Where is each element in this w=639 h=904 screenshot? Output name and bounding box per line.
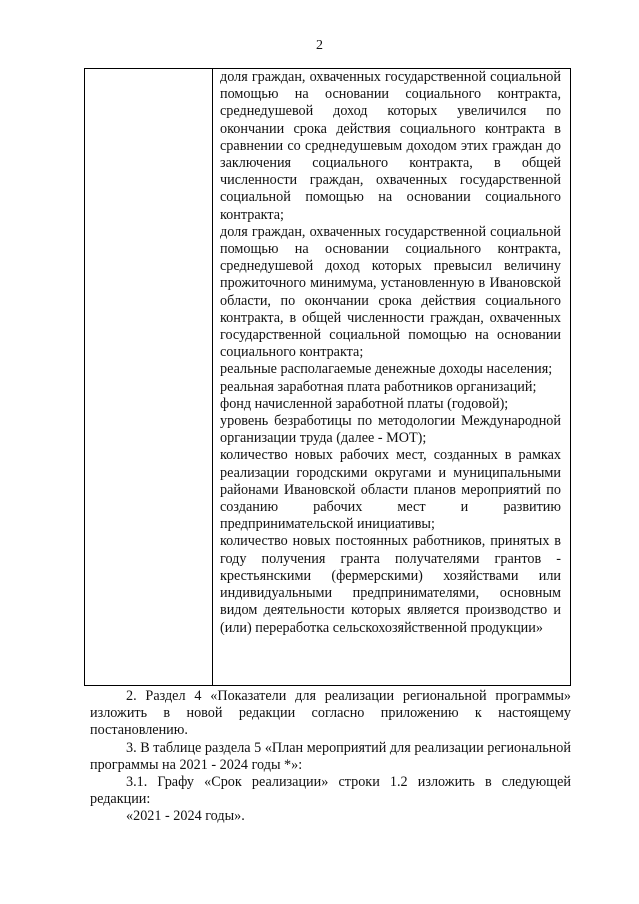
list-item: реальная заработная плата работников организаций; [220,378,537,395]
paragraph-period-quote: «2021 - 2024 годы». [126,808,245,825]
list-item: доля граждан, охваченных государственной социальной помощью на основании социального контракта, среднедушевой доход которых превысил величину прожиточного минимума, установленную в Ивановской области, по окончании срока действия социального контракта, в общей численности граждан, охваченных государственной социальной помощью на основании социального контракта; [220,223,561,361]
paragraph-3-1: 3.1. Графу «Срок реализации» строки 1.2 изложить в следующей редакции: [90,774,571,808]
list-item: количество новых постоянных работников, принятых в году получения гранта получателями грантов - крестьянскими (фермерскими) хозяйствами или индивидуальными предпринимателями, основным видом деятельности которых является производство и (или) переработка сельскохозяйственной продукции» [220,533,561,636]
document-body [90,688,571,826]
indicator-list-cell [220,69,561,637]
list-item: фонд начисленной заработной платы (годовой); [220,395,509,412]
list-item: уровень безработицы по методологии Международной организации труда (далее - МОТ); [220,413,561,447]
list-item: реальные располагаемые денежные доходы населения; [220,361,553,378]
paragraph-section-5: 3. В таблице раздела 5 «План мероприятий для реализации региональной программы на 2021 - 2024 годы *»: [90,739,571,773]
list-item: количество новых рабочих мест, созданных в рамках реализации городскими округами и муниципальными районами Ивановской области планов мероприятий по созданию рабочих мест и развитию предпринимательской инициативы; [220,447,561,533]
paragraph-section-4: 2. Раздел 4 «Показатели для реализации региональной программы» изложить в новой редакции согласно приложению к настоящему постановлению. [90,688,571,739]
page-number: 2 [316,38,323,53]
table-column-divider [212,69,213,685]
indicator-table [84,68,571,686]
list-item: доля граждан, охваченных государственной социальной помощью на основании социального контракта, среднедушевой доход которых увеличился по окончании срока действия социального контракта в сравнении со среднедушевым доходом этих граждан до заключения социального контракта, в общей численности граждан, охваченных государственной социальной помощью на основании социального контракта; [220,69,561,223]
